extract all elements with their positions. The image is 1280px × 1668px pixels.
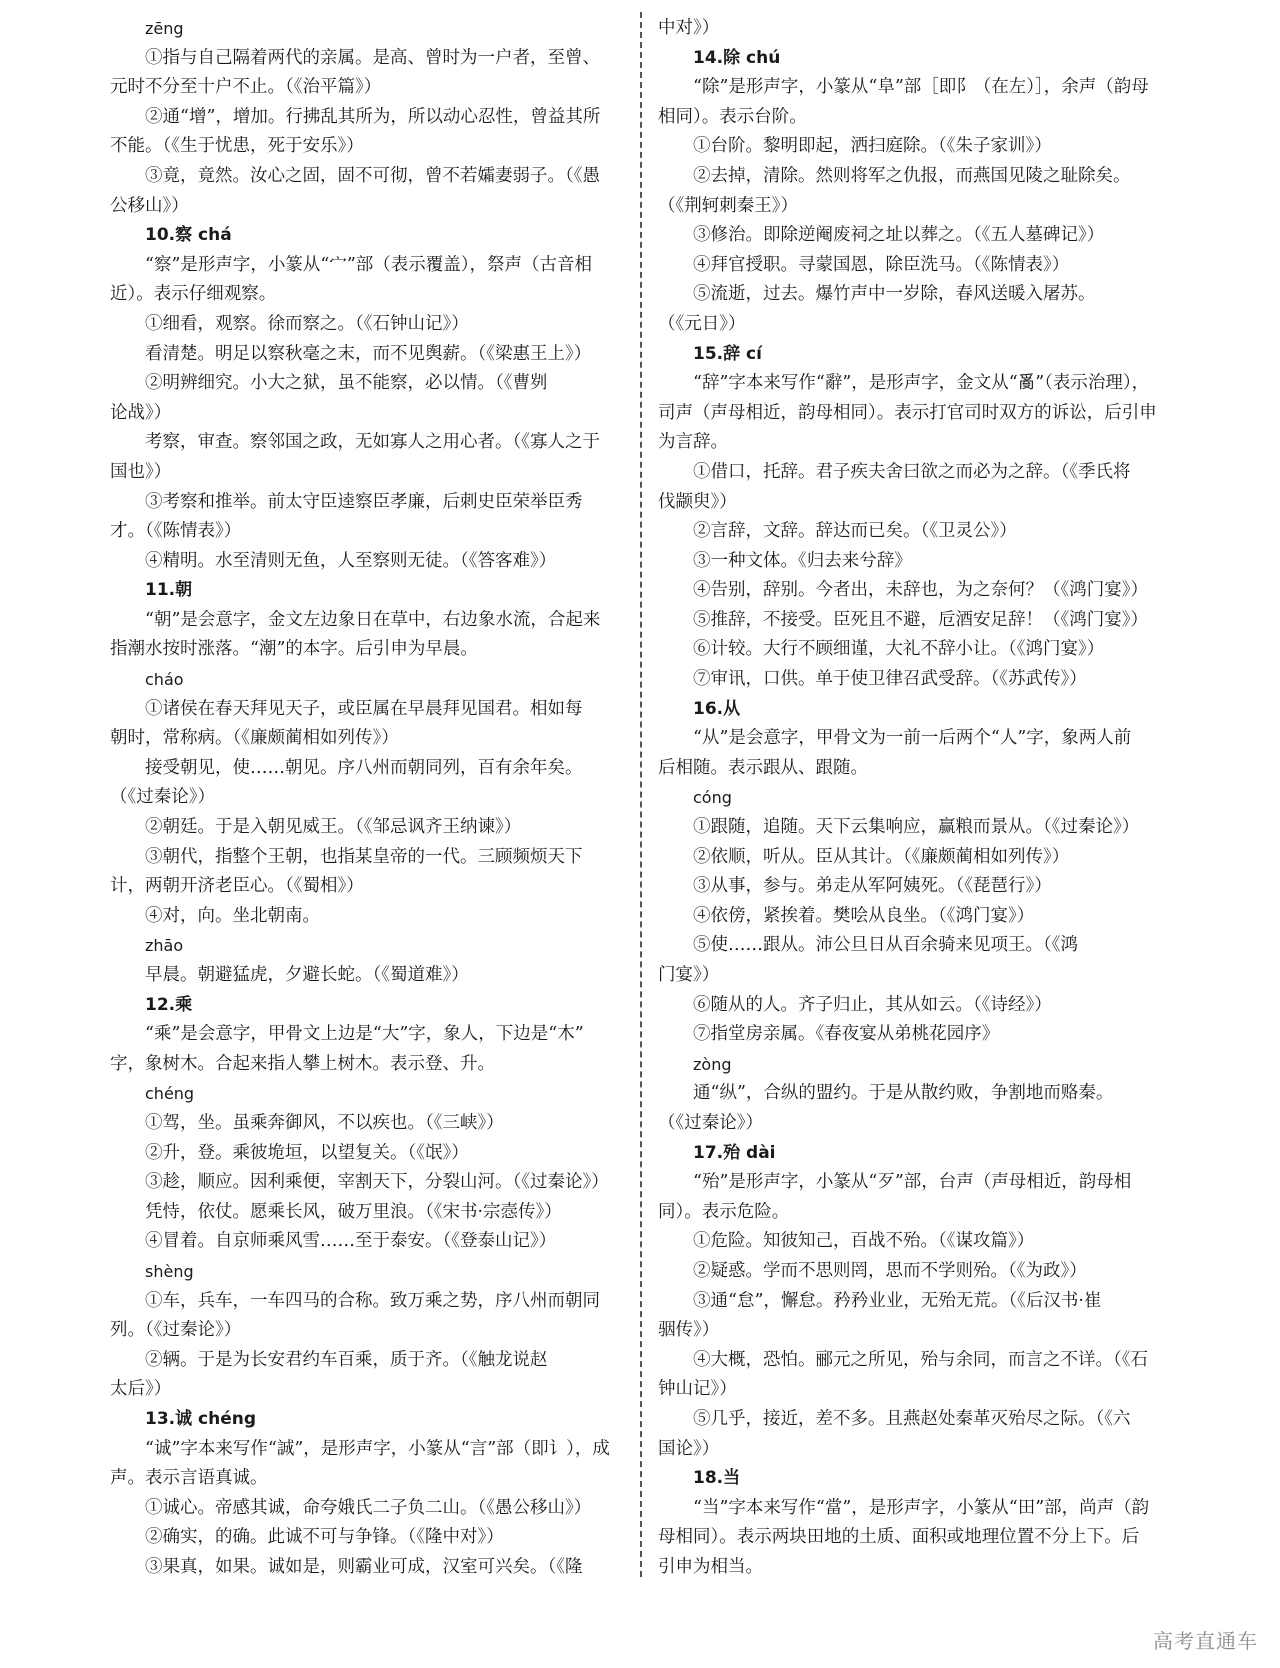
text-line: 国也》）	[110, 461, 172, 482]
text-line: ⑥计较。大行不顾细谨，大礼不辞小让。（《鸿门宴》）	[693, 639, 1105, 660]
text-line: ②依顺，听从。臣从其计。（《廉颇蔺相如列传》）	[693, 846, 1070, 867]
text-line: ②辆。于是为长安君约车百乘，质于齐。（《触龙说赵	[145, 1349, 548, 1370]
pinyin-line: zēng	[145, 19, 184, 38]
text-line: ④大概，恐怕。郦元之所见，殆与余同，而言之不详。（《石	[693, 1349, 1148, 1370]
text-line: ②升，登。乘彼垝垣，以望复关。（《氓》）	[145, 1142, 469, 1163]
text-line: ①跟随，追随。天下云集响应，赢粮而景从。（《过秦论》）	[693, 817, 1140, 838]
text-line: ①指与自己隔着两代的亲属。是高、曾时为一户者，至曾、	[145, 47, 600, 68]
text-line: 通“纵”，合纵的盟约。于是从散约败，争割地而赂秦。	[693, 1083, 1114, 1104]
text-line: 母相同）。表示两块田地的土质、面积或地理位置不分上下。后	[658, 1527, 1140, 1548]
text-line: （《荆轲刺秦王》）	[658, 195, 798, 216]
text-line: ⑤使……跟从。沛公旦日从百余骑来见项王。（《鸿	[693, 935, 1078, 956]
entry-heading: 15.辞 cí	[693, 343, 762, 364]
entry-heading: 14.除 chú	[693, 47, 781, 68]
text-line: 看清楚。明足以察秋毫之末，而不见舆薪。（《梁惠王上》）	[145, 343, 592, 364]
text-line: 早晨。朝避猛虎，夕避长蛇。（《蜀道难》）	[145, 965, 469, 985]
column-divider	[640, 12, 642, 1577]
pinyin-line: shèng	[145, 1261, 194, 1281]
text-line: 太后》）	[110, 1379, 172, 1400]
text-line: ①驾，坐。虽乘奔御风，不以疾也。（《三峡》）	[145, 1112, 504, 1133]
entry-heading: 16.从	[693, 698, 741, 719]
text-line: ④对，向。坐北朝南。	[145, 905, 320, 926]
text-line: ③趁，顺应。因利乘便，宰割天下，分裂山河。（《过秦论》）	[145, 1172, 609, 1193]
text-line: 列。（《过秦论》）	[110, 1320, 242, 1341]
text-line: ⑦审讯，口供。单于使卫律召武受辞。（《苏武传》）	[693, 669, 1087, 690]
pinyin-line: zhāo	[145, 936, 184, 956]
entry-heading: 13.诚 chéng	[145, 1408, 257, 1429]
text-line: 伐颛臾》）	[658, 491, 737, 512]
text-line: 同）。表示危险。	[658, 1201, 790, 1222]
text-line: 元时不分至十户不止。（《治平篇》）	[110, 77, 382, 98]
text-line: ③通“怠”，懈怠。矜矜业业，无殆无荒。（《后汉书·崔	[693, 1290, 1102, 1311]
text-line: “乘”是会意字，甲骨文上边是“大”字，象人，下边是“木”	[145, 1024, 584, 1045]
text-line: ④依傍，紧挨着。樊哙从良坐。（《鸿门宴》）	[693, 905, 1035, 926]
text-line: ①车，兵车，一车四马的合称。致万乘之势，序八州而朝同	[145, 1290, 600, 1311]
entry-heading: 18.当	[693, 1468, 741, 1489]
text-line: 字，象树木。合起来指人攀上树木。表示登、升。	[110, 1053, 495, 1074]
text-line: 声。表示言语真诚。	[110, 1468, 268, 1489]
text-line: “除”是形声字，小篆从“阜”部［即阝（在左）］，余声（韵母	[693, 77, 1149, 98]
text-line: 为言辞。	[658, 432, 728, 453]
text-line: 指潮水按时涨落。“潮”的本字。后引申为早晨。	[110, 639, 478, 660]
text-line: ③从事，参与。弟走从军阿姨死。（《琵琶行》）	[693, 876, 1052, 897]
text-line: ①诸侯在春天拜见天子，或臣属在早晨拜见国君。相如每	[145, 698, 583, 719]
text-line: 门宴》）	[658, 965, 720, 985]
text-line: ①借口，托辞。君子疾夫舍曰欲之而必为之辞。（《季氏将	[693, 461, 1131, 482]
text-line: ④拜官授职。寻蒙国恩，除臣洗马。（《陈情表》）	[693, 254, 1070, 275]
text-line: ⑥随从的人。齐子归止，其从如云。（《诗经》）	[693, 994, 1052, 1015]
right-column	[658, 14, 1163, 1582]
text-line: ⑤几乎，接近，差不多。且燕赵处秦革灭殆尽之际。（《六	[693, 1408, 1131, 1429]
entry-heading: 10.察 chá	[145, 225, 232, 246]
text-line: 后相随。表示跟从、跟随。	[658, 757, 868, 778]
text-line: 骃传》）	[658, 1320, 720, 1341]
pinyin-line: zòng	[693, 1054, 732, 1074]
watermark: 高考直通车	[1153, 1629, 1258, 1653]
entry-heading: 11.朝	[145, 580, 193, 601]
text-line: ③考察和推举。前太守臣逵察臣孝廉，后刺史臣荣举臣秀	[145, 491, 583, 512]
text-line: （《过秦论》）	[110, 787, 215, 808]
text-line: ①危险。知彼知己，百战不殆。（《谋攻篇》）	[693, 1231, 1035, 1252]
text-line: 国论》）	[658, 1438, 720, 1459]
text-line: ⑦指堂房亲属。《春夜宴从弟桃花园序》	[693, 1024, 1000, 1045]
text-line: 接受朝见，使……朝见。序八州而朝同列，百有余年矣。	[145, 757, 583, 778]
text-line: ②去掉，清除。然则将军之仇报，而燕国见陵之耻除矣。	[693, 165, 1131, 186]
text-line: “殆”是形声字，小篆从“歹”部，台声（声母相近，韵母相	[693, 1172, 1132, 1193]
entry-heading: 12.乘	[145, 994, 193, 1015]
text-line: ③竟，竟然。汝心之固，固不可彻，曾不若孀妻弱子。（《愚	[145, 165, 600, 186]
text-line: ④精明。水至清则无鱼，人至察则无徒。（《答客难》）	[145, 550, 557, 571]
pinyin-line: cháo	[145, 670, 184, 690]
text-line: ①诚心。帝感其诚，命夸娥氏二子负二山。（《愚公移山》）	[145, 1497, 592, 1518]
text-line: 才。（《陈情表》）	[110, 521, 242, 542]
text-line: 司声（声母相近，韵母相同）。表示打官司时双方的诉讼，后引申	[658, 402, 1157, 423]
pinyin-line: cóng	[693, 788, 732, 808]
text-line: ③修治。即除逆阉废祠之址以葬之。（《五人墓碑记》）	[693, 225, 1105, 246]
text-line: 中对》）	[658, 18, 720, 38]
text-line: （《元日》）	[658, 313, 746, 334]
text-line: 引申为相当。	[658, 1556, 763, 1577]
text-line: “朝”是会意字，金文左边象日在草中，右边象水流，合起来	[145, 609, 601, 630]
text-line: ①细看，观察。徐而察之。（《石钟山记》）	[145, 313, 469, 334]
text-line: 相同）。表示台阶。	[658, 106, 807, 127]
text-line: ⑤推辞，不接受。臣死且不避，卮酒安足辞！（《鸿门宴》）	[693, 609, 1148, 630]
text-line: ②朝廷。于是入朝见威王。（《邹忌讽齐王纳谏》）	[145, 817, 522, 838]
text-line: 朝时，常称病。（《廉颇蔺相如列传》）	[110, 728, 399, 749]
pinyin-line: chéng	[145, 1084, 195, 1104]
text-line: 论战》）	[110, 402, 172, 423]
text-line: ③果真，如果。诚如是，则霸业可成，汉室可兴矣。（《隆	[145, 1556, 583, 1577]
entry-heading: 17.殆 dài	[693, 1142, 776, 1163]
text-line: 考察，审查。察邻国之政，无如寡人之用心者。（《寡人之于	[145, 432, 600, 453]
text-line: 近）。表示仔细观察。	[110, 284, 277, 305]
text-line: ①台阶。黎明即起，洒扫庭除。（《朱子家训》）	[693, 136, 1052, 157]
text-line: ③朝代，指整个王朝，也指某皇帝的一代。三顾频烦天下	[145, 846, 583, 867]
text-line: ②疑惑。学而不思则罔，思而不学则殆。（《为政》）	[693, 1260, 1087, 1281]
text-line: “诚”字本来写作“誠”，是形声字，小篆从“言”部（即讠），成	[145, 1438, 610, 1459]
text-line: ②明辨细究。小大之狱，虽不能察，必以情。（《曹刿	[145, 373, 548, 394]
text-line: 凭恃，依仗。愿乘长风，破万里浪。（《宋书·宗悫传》）	[145, 1201, 562, 1222]
left-column	[110, 14, 615, 1582]
text-line: 计，两朝开济老臣心。（《蜀相》）	[110, 876, 364, 897]
text-line: （《过秦论》）	[658, 1112, 763, 1133]
text-line: ③一种文体。《归去来兮辞》	[693, 550, 912, 571]
text-line: “察”是形声字，小篆从“宀”部（表示覆盖），祭声（古音相	[145, 254, 593, 275]
text-line: ②确实，的确。此诚不可与争锋。（《隆中对》）	[145, 1527, 504, 1548]
text-line: ④冒着。自京师乘风雪……至于泰安。（《登泰山记》）	[145, 1231, 557, 1252]
text-line: “辞”字本来写作“辭”，是形声字，金文从“𤔔”（表示治理），	[693, 373, 1150, 394]
text-line: “当”字本来写作“當”，是形声字，小篆从“田”部，尚声（韵	[693, 1497, 1150, 1518]
text-line: 公移山》）	[110, 195, 189, 216]
text-line: 不能。（《生于忧患，死于安乐》）	[110, 136, 364, 157]
text-line: 钟山记》）	[658, 1379, 737, 1400]
text-line: ②通“增”，增加。行拂乱其所为，所以动心忍性，曾益其所	[145, 106, 601, 127]
text-line: ④告别，辞别。今者出，未辞也，为之奈何？（《鸿门宴》）	[693, 580, 1148, 601]
text-line: ⑤流逝，过去。爆竹声中一岁除，春风送暖入屠苏。	[693, 284, 1096, 305]
text-line: ②言辞，文辞。辞达而已矣。（《卫灵公》）	[693, 521, 1017, 542]
text-line: “从”是会意字，甲骨文为一前一后两个“人”字，象两人前	[693, 728, 1132, 749]
